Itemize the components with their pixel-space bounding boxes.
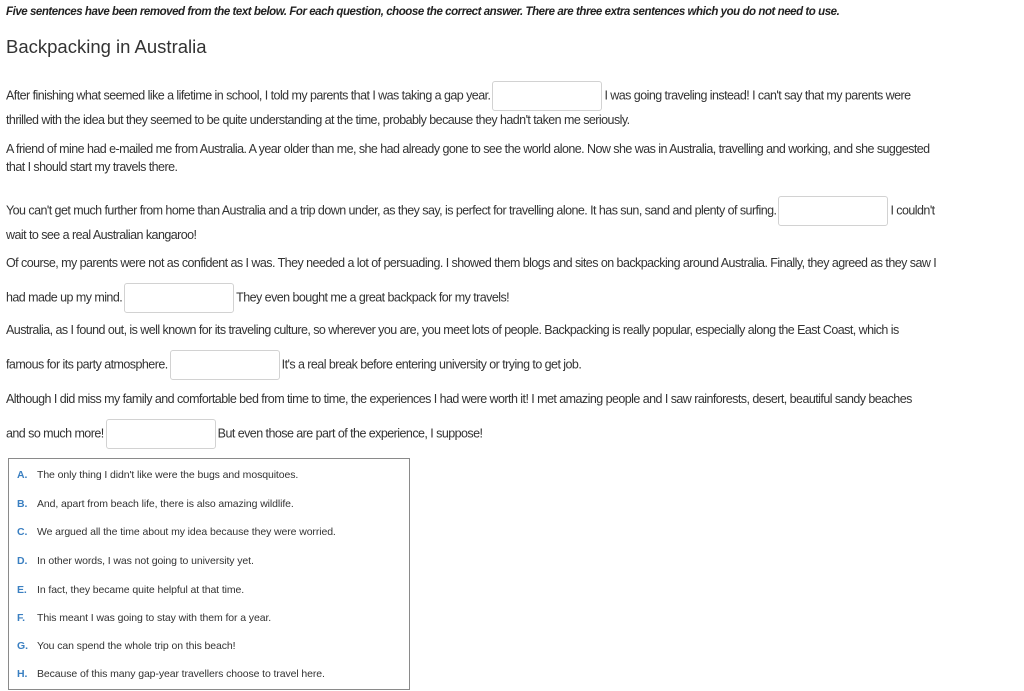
option-b[interactable] xyxy=(17,498,294,510)
option-text: In other words, I was not going to university yet. xyxy=(37,555,254,567)
paragraph-5-line-1: Australia, as I found out, is well known for its traveling culture, so wherever you are, you meet lots of people. Backpacking is really popular, especially along the East Coast, which is xyxy=(6,323,899,337)
option-text: And, apart from beach life, there is also amazing wildlife. xyxy=(37,498,294,510)
paragraph-6-line-2 xyxy=(6,419,482,449)
option-letter: A. xyxy=(17,469,28,481)
paragraph-1-line-1 xyxy=(6,81,911,111)
option-letter: B. xyxy=(17,498,28,510)
article-title: Backpacking in Australia xyxy=(6,36,207,57)
option-text: Because of this many gap-year travellers choose to travel here. xyxy=(37,668,325,680)
option-g[interactable] xyxy=(17,640,235,652)
answer-gap-4[interactable] xyxy=(170,350,280,380)
paragraph-3-line-1 xyxy=(6,196,935,226)
option-text: You can spend the whole trip on this beach! xyxy=(37,640,236,652)
text: It's a real break before entering university or trying to get job. xyxy=(281,357,582,372)
option-e[interactable] xyxy=(17,584,244,596)
option-text: The only thing I didn't like were the bugs and mosquitoes. xyxy=(37,469,299,481)
paragraph-3-line-2: wait to see a real Australian kangaroo! xyxy=(6,228,197,242)
answer-options-box xyxy=(8,458,410,690)
option-f[interactable] xyxy=(17,612,271,624)
option-letter: E. xyxy=(17,584,27,596)
text: I couldn't xyxy=(890,203,935,218)
option-text: We argued all the time about my idea because they were worried. xyxy=(37,526,336,538)
answer-gap-3[interactable] xyxy=(124,283,234,313)
text: They even bought me a great backpack for my travels! xyxy=(236,290,510,305)
paragraph-4-line-2 xyxy=(6,283,509,313)
option-text: In fact, they became quite helpful at that time. xyxy=(37,584,245,596)
instructions: Five sentences have been removed from the text below. For each question, choose the correct answer. There are three extra sentences which you do not need to use. xyxy=(6,6,840,18)
paragraph-5-line-2 xyxy=(6,350,581,380)
text: But even those are part of the experience, I suppose! xyxy=(217,426,483,441)
paragraph-1-line-2: thrilled with the idea but they seemed to be quite understanding at the time, probably because they hadn't taken me seriously. xyxy=(6,113,630,127)
text: You can't get much further from home than Australia and a trip down under, as they say, is perfect for travelling alone. It has sun, sand and plenty of surfing. xyxy=(6,203,777,218)
text: After finishing what seemed like a lifetime in school, I told my parents that I was taking a gap year. xyxy=(6,88,491,103)
paragraph-4-line-1: Of course, my parents were not as confident as I was. They needed a lot of persuading. I showed them blogs and sites on backpacking around Australia. Finally, they agreed as they saw I xyxy=(6,256,937,270)
paragraph-2-line-1: A friend of mine had e-mailed me from Australia. A year older than me, she had already gone to see the world alone. Now she was in Australia, travelling and working, and she suggested xyxy=(6,142,930,156)
answer-gap-5[interactable] xyxy=(106,419,216,449)
option-a[interactable] xyxy=(17,469,298,481)
option-letter: C. xyxy=(17,526,28,538)
option-letter: D. xyxy=(17,555,28,567)
paragraph-2-line-2: that I should start my travels there. xyxy=(6,160,178,174)
option-letter: H. xyxy=(17,668,28,680)
option-letter: G. xyxy=(17,640,28,652)
text: and so much more! xyxy=(6,426,104,441)
text: famous for its party atmosphere. xyxy=(6,357,168,372)
text: had made up my mind. xyxy=(6,290,123,305)
paragraph-6-line-1: Although I did miss my family and comfortable bed from time to time, the experiences I had were worth it! I met amazing people and I saw rainforests, desert, beautiful sandy beaches xyxy=(6,392,912,406)
option-c[interactable] xyxy=(17,526,336,538)
option-letter: F. xyxy=(17,612,25,624)
answer-gap-2[interactable] xyxy=(778,196,888,226)
answer-gap-1[interactable] xyxy=(492,81,602,111)
option-text: This meant I was going to stay with them for a year. xyxy=(37,612,272,624)
option-d[interactable] xyxy=(17,555,254,567)
option-h[interactable] xyxy=(17,668,325,680)
text: I was going traveling instead! I can't say that my parents were xyxy=(604,88,911,103)
